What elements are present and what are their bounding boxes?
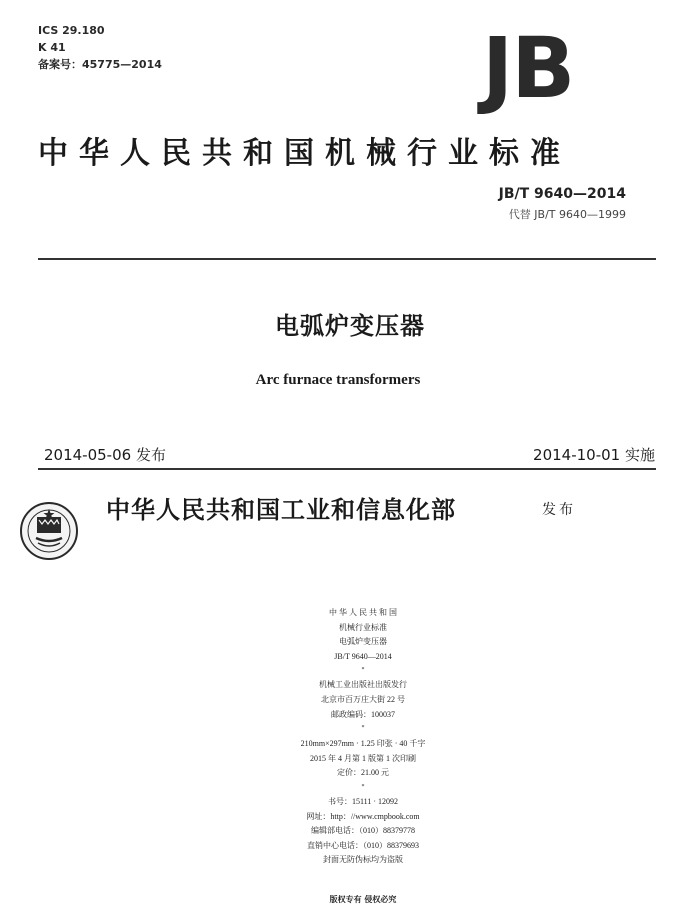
org-title: 中华人民共和国机械行业标准 [38, 136, 571, 171]
colophon-line: 编辑部电话：（010）88379778 [311, 826, 415, 835]
colophon-price: 定价：21.00 元 [337, 768, 389, 777]
issue-date: 2014-05-06 发布 [44, 446, 166, 464]
colophon-line: 书号：15111 · 12092 [327, 797, 399, 806]
replaces-standard: 代替 JB/T 9640—1999 [508, 208, 626, 221]
ics-code: ICS 29.180 [38, 24, 105, 37]
issuer-emblem-icon [18, 500, 80, 562]
title-chinese: 电弧炉变压器 [275, 311, 425, 340]
implementation-date: 2014-10-01 实施 [533, 446, 655, 464]
colophon-line: 210mm×297mm · 1.25 印张 · 40 千字 [300, 739, 426, 748]
colophon-line: 中 华 人 民 共 和 国 [329, 608, 397, 617]
colophon-line: 邮政编码：100037 [331, 710, 395, 719]
colophon-line: 机械行业标准 [339, 623, 387, 632]
filing-number: 备案号：45775—2014 [38, 58, 162, 71]
colophon-separator: * [361, 667, 365, 673]
colophon-line: 电弧炉变压器 [339, 637, 387, 646]
category-code: K 41 [38, 41, 66, 54]
colophon-line: 2015 年 4 月第 1 版第 1 次印刷 [310, 754, 416, 763]
colophon-separator: * [361, 725, 365, 731]
jb-logo: JB [482, 19, 574, 117]
colophon-line: 北京市百万庄大街 22 号 [321, 695, 405, 704]
colophon-line: 封面无防伪标均为盗版 [323, 855, 403, 864]
issuer-suffix: 发布 [542, 502, 576, 518]
colophon-website: 网址：http：//www.cmpbook.com [306, 812, 420, 821]
colophon-line: JB/T 9640—2014 [334, 652, 392, 661]
title-english: Arc furnace transformers [255, 372, 421, 388]
colophon-separator: * [361, 784, 365, 790]
colophon-line: 机械工业出版社出版发行 [319, 680, 407, 689]
header-rule [38, 258, 656, 260]
issuer-name: 中华人民共和国工业和信息化部 [106, 495, 456, 524]
dates-rule [38, 468, 656, 470]
standard-number: JB/T 9640—2014 [498, 186, 626, 202]
colophon-line: 直销中心电话：（010）88379693 [307, 841, 419, 850]
copyright-notice: 版权专有 侵权必究 [329, 894, 397, 904]
